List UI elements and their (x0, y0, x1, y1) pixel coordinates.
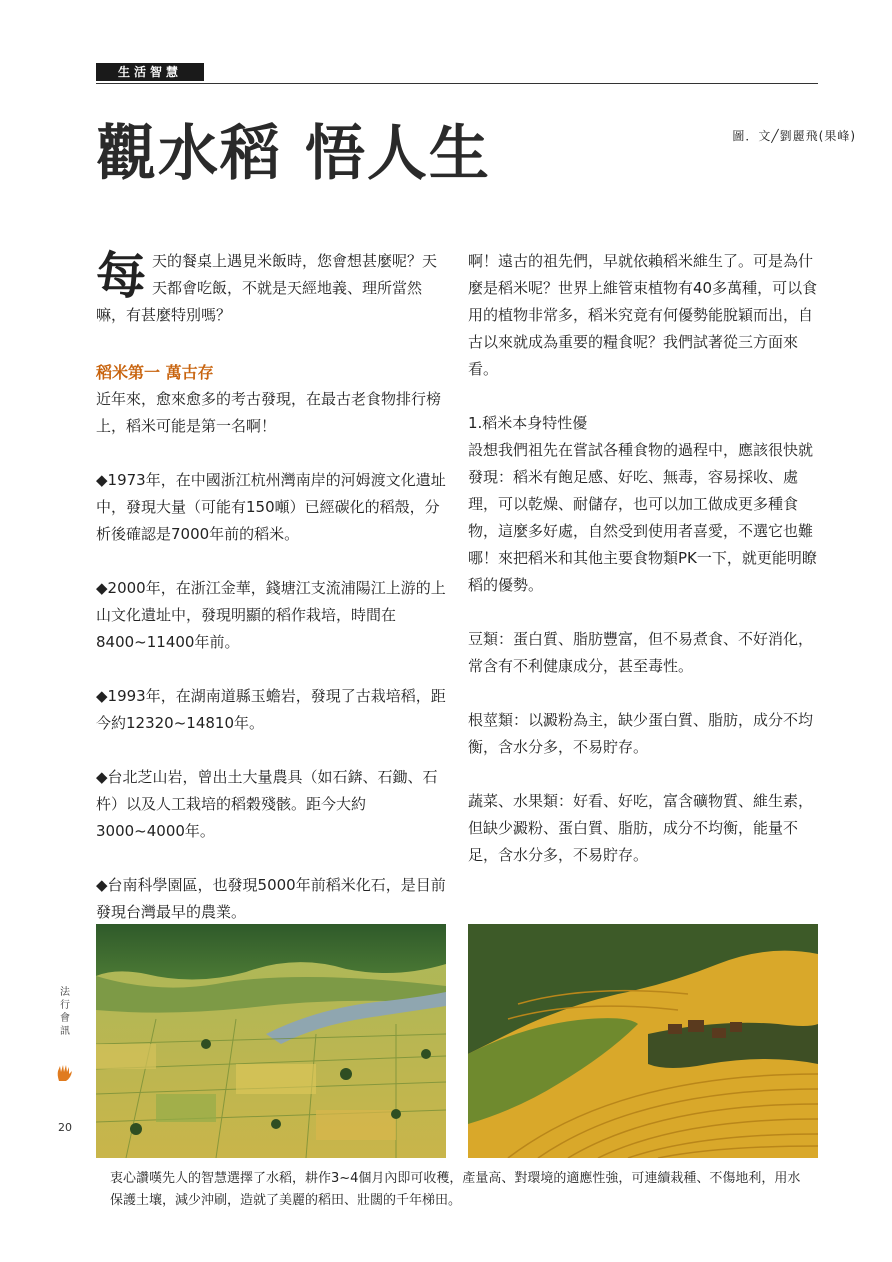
valley-rice-field-photo (96, 924, 446, 1158)
section-tag: 生活智慧 (96, 63, 204, 81)
continuation-paragraph: 啊！遠古的祖先們，早就依賴稻米維生了。可是為什麼是稻米呢？世界上維管束植物有40多萬種，可以食用的植物非常多，稻米究竟有何優勢能脫穎而出，自古以來就成為重要的糧食呢？我們試著從三方面來看。 (468, 252, 818, 378)
photo-caption: 衷心讚嘆先人的智慧選擇了水稻，耕作3~4個月內即可收穫，產量高、對環境的適應性強，可連續栽種、不傷地利，用水保護土壤，減少沖刷，造就了美麗的稻田、壯闊的千年梯田。 (110, 1171, 801, 1208)
article-title: 觀水稻 悟人生 (96, 119, 491, 189)
hand-icon (56, 1063, 74, 1083)
subheading: 稻米第一 萬古存 (96, 363, 214, 382)
lead-text: 天的餐桌上遇見米飯時，您會想甚麼呢？天天都會吃飯，不就是天經地義、理所當然嘛，有甚麼特別嗎？ (96, 252, 438, 324)
drop-cap: 每 (96, 246, 146, 305)
finding-item: ◆台北芝山岩，曾出土大量農具（如石錛、石鋤、石杵）以及人工栽培的稻穀殘骸。距今大約3000~4000年。 (96, 768, 438, 840)
comparison-item: 豆類：蛋白質、脂肪豐富，但不易煮食、不好消化，常含有不利健康成分，甚至毒性。 (468, 630, 814, 675)
comparison-item: 蔬菜、水果類：好看、好吃，富含礦物質、維生素，但缺少澱粉、蛋白質、脂肪，成分不均衡，能量不足，含水分多，不易貯存。 (468, 792, 814, 864)
lead-paragraph (96, 248, 448, 329)
section-body: 設想我們祖先在嘗試各種食物的過程中，應該很快就發現：稻米有飽足感、好吃、無毒，容易採收、處理，可以乾燥、耐儲存，也可以加工做成更多種食物，這麼多好處，自然受到使用者喜愛，不選它也難哪！來把稻米和其他主要食物類PK一下，就更能明瞭稻的優勢。 (468, 441, 817, 594)
finding-item: ◆2000年，在浙江金華，錢塘江支流浦陽江上游的上山文化遺址中，發現明顯的稻作栽培，時間在8400~11400年前。 (96, 579, 446, 651)
byline: 圖．文╱劉麗飛(果峰) (732, 129, 856, 143)
header-rule (96, 83, 818, 84)
right-column (468, 248, 820, 869)
intro-paragraph: 近年來，愈來愈多的考古發現，在最古老食物排行榜上，稻米可能是第一名啊！ (96, 390, 442, 435)
comparison-item: 根莖類：以澱粉為主，缺少蛋白質、脂肪，成分不均衡，含水分多，不易貯存。 (468, 711, 814, 756)
section-title: 1.稻米本身特性優 (468, 414, 588, 432)
finding-item: ◆1973年，在中國浙江杭州灣南岸的河姆渡文化遺址中，發現大量（可能有150噸）已經碳化的稻殼，分析後確認是7000年前的稻米。 (96, 471, 446, 543)
finding-item: ◆台南科學園區，也發現5000年前稻米化石，是目前發現台灣最早的農業。 (96, 876, 446, 921)
terraced-rice-field-photo (468, 924, 818, 1158)
magazine-logo: 法行會訊 (60, 987, 70, 1037)
page-number: 20 (58, 1121, 72, 1134)
left-column (96, 248, 448, 926)
finding-item: ◆1993年，在湖南道縣玉蟾岩，發現了古栽培稻，距今約12320~14810年。 (96, 687, 446, 732)
